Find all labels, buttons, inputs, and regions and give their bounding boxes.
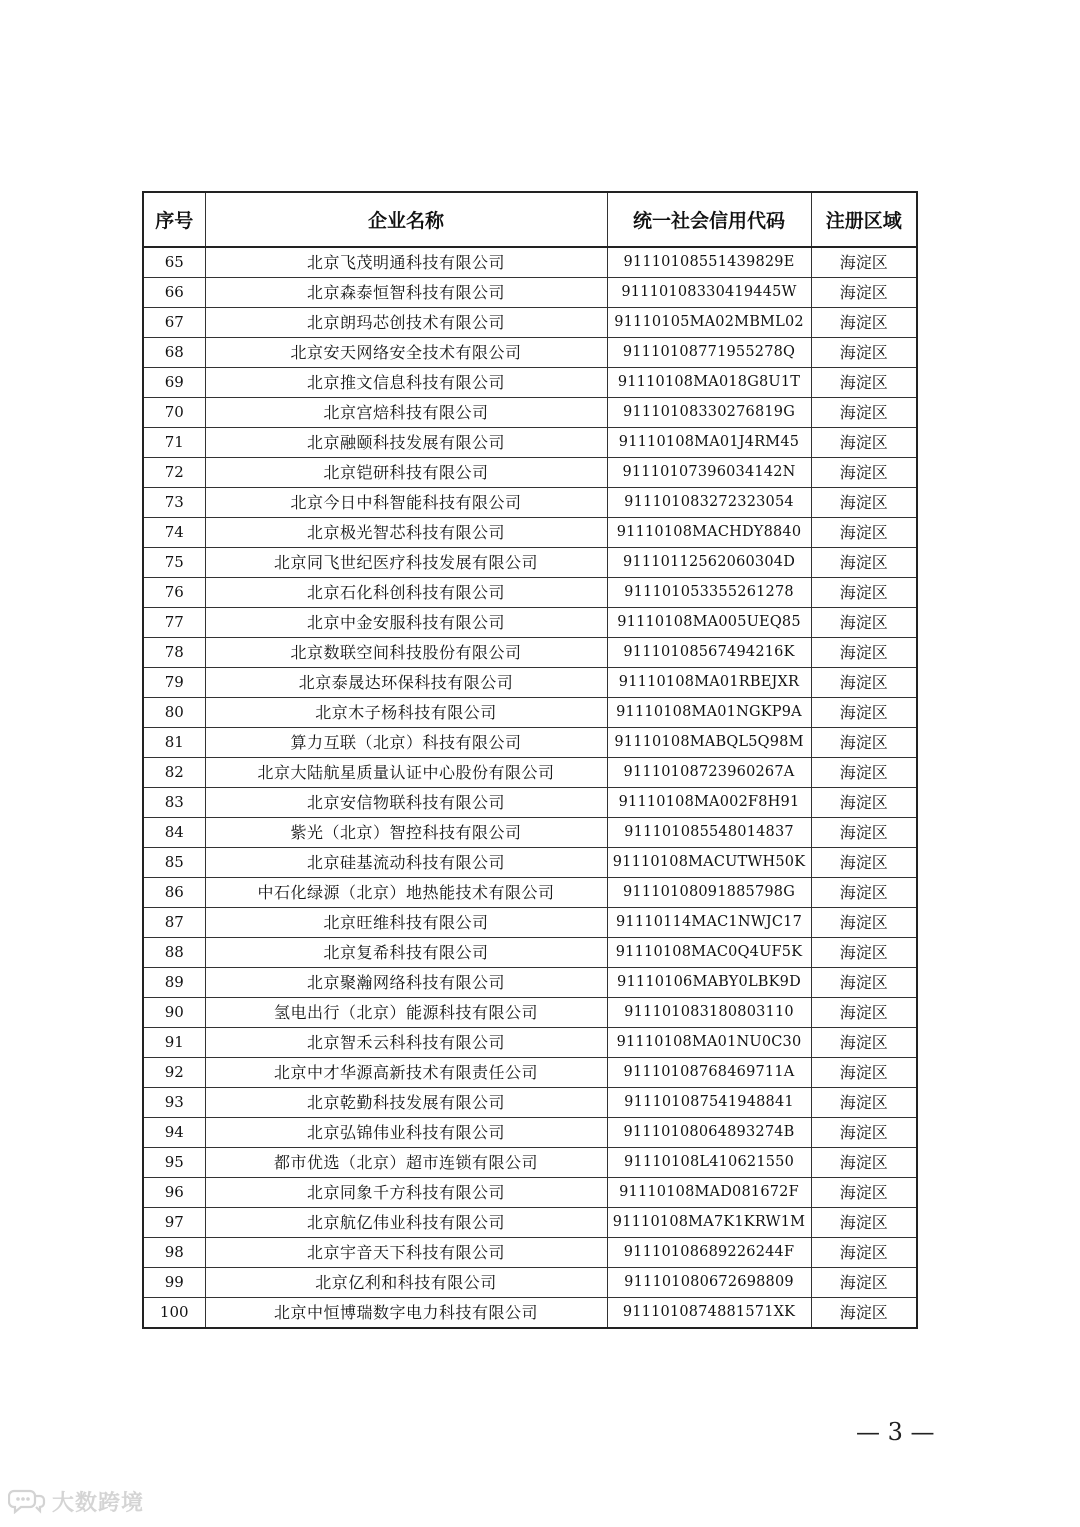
row-district: 海淀区	[811, 1088, 917, 1118]
row-credit-code: 91110108MA005UEQ85	[607, 608, 811, 638]
row-district: 海淀区	[811, 338, 917, 368]
row-district: 海淀区	[811, 1208, 917, 1238]
table-row	[143, 668, 917, 698]
row-company-name: 北京中才华源高新技术有限责任公司	[205, 1058, 607, 1088]
row-company-name: 北京融颐科技发展有限公司	[205, 428, 607, 458]
row-serial: 95	[143, 1148, 205, 1178]
row-district: 海淀区	[811, 458, 917, 488]
table-row	[143, 368, 917, 398]
speech-bubble-icon	[8, 1488, 48, 1514]
row-credit-code: 91110108MABQL5Q98M	[607, 728, 811, 758]
table-row	[143, 548, 917, 578]
row-company-name: 北京聚瀚网络科技有限公司	[205, 968, 607, 998]
row-company-name: 北京安信物联科技有限公司	[205, 788, 607, 818]
row-district: 海淀区	[811, 1178, 917, 1208]
row-credit-code: 91110108MAC0Q4UF5K	[607, 938, 811, 968]
row-company-name: 紫光（北京）智控科技有限公司	[205, 818, 607, 848]
row-credit-code: 91110108MA01RBEJXR	[607, 668, 811, 698]
table-row	[143, 998, 917, 1028]
row-serial: 92	[143, 1058, 205, 1088]
table-row	[143, 1208, 917, 1238]
row-company-name: 北京安天网络安全技术有限公司	[205, 338, 607, 368]
table-row	[143, 338, 917, 368]
row-serial: 78	[143, 638, 205, 668]
row-company-name: 北京弘锦伟业科技有限公司	[205, 1118, 607, 1148]
row-company-name: 北京乾勤科技发展有限公司	[205, 1088, 607, 1118]
row-district: 海淀区	[811, 818, 917, 848]
table-row	[143, 1298, 917, 1329]
row-serial: 74	[143, 518, 205, 548]
row-company-name: 北京旺维科技有限公司	[205, 908, 607, 938]
row-district: 海淀区	[811, 398, 917, 428]
table-row	[143, 488, 917, 518]
row-serial: 88	[143, 938, 205, 968]
row-district: 海淀区	[811, 1058, 917, 1088]
row-company-name: 北京航亿伟业科技有限公司	[205, 1208, 607, 1238]
table-row	[143, 1178, 917, 1208]
row-serial: 81	[143, 728, 205, 758]
table-header-row	[143, 192, 917, 247]
row-company-name: 北京复希科技有限公司	[205, 938, 607, 968]
table-row	[143, 278, 917, 308]
row-credit-code: 91110108771955278Q	[607, 338, 811, 368]
row-serial: 100	[143, 1298, 205, 1329]
table-row	[143, 1148, 917, 1178]
table-row	[143, 878, 917, 908]
row-serial: 83	[143, 788, 205, 818]
row-serial: 84	[143, 818, 205, 848]
row-district: 海淀区	[811, 878, 917, 908]
row-district: 海淀区	[811, 578, 917, 608]
row-serial: 85	[143, 848, 205, 878]
table-body	[143, 247, 917, 1328]
row-serial: 96	[143, 1178, 205, 1208]
row-credit-code: 91110114MAC1NWJC17	[607, 908, 811, 938]
row-credit-code: 91110108551439829E	[607, 247, 811, 278]
row-company-name: 北京泰晟达环保科技有限公司	[205, 668, 607, 698]
watermark	[8, 1486, 144, 1516]
row-company-name: 都市优选（北京）超市连锁有限公司	[205, 1148, 607, 1178]
row-district: 海淀区	[811, 428, 917, 458]
table-row	[143, 247, 917, 278]
row-serial: 73	[143, 488, 205, 518]
row-district: 海淀区	[811, 698, 917, 728]
row-company-name: 北京中恒博瑞数字电力科技有限公司	[205, 1298, 607, 1329]
row-company-name: 北京同飞世纪医疗科技发展有限公司	[205, 548, 607, 578]
page-number: — 3 —	[856, 1418, 935, 1446]
row-district: 海淀区	[811, 668, 917, 698]
row-district: 海淀区	[811, 548, 917, 578]
table-row	[143, 398, 917, 428]
row-district: 海淀区	[811, 1238, 917, 1268]
table-row	[143, 968, 917, 998]
row-credit-code: 911101080672698809	[607, 1268, 811, 1298]
row-serial: 86	[143, 878, 205, 908]
row-district: 海淀区	[811, 998, 917, 1028]
row-company-name: 北京数联空间科技股份有限公司	[205, 638, 607, 668]
row-district: 海淀区	[811, 518, 917, 548]
table-row	[143, 1238, 917, 1268]
watermark-text: 大数跨境	[52, 1490, 145, 1516]
row-credit-code: 911101085548014837	[607, 818, 811, 848]
row-company-name: 北京智禾云科科技有限公司	[205, 1028, 607, 1058]
table-row	[143, 1268, 917, 1298]
row-company-name: 算力互联（北京）科技有限公司	[205, 728, 607, 758]
row-serial: 71	[143, 428, 205, 458]
row-credit-code: 91110108MACHDY8840	[607, 518, 811, 548]
row-credit-code: 91110108MAD081672F	[607, 1178, 811, 1208]
row-serial: 79	[143, 668, 205, 698]
row-company-name: 北京硅基流动科技有限公司	[205, 848, 607, 878]
table-row	[143, 1028, 917, 1058]
row-company-name: 北京亿利和科技有限公司	[205, 1268, 607, 1298]
row-credit-code: 91110108768469711A	[607, 1058, 811, 1088]
row-serial: 82	[143, 758, 205, 788]
row-district: 海淀区	[811, 938, 917, 968]
row-district: 海淀区	[811, 247, 917, 278]
row-credit-code: 91110108689226244F	[607, 1238, 811, 1268]
row-district: 海淀区	[811, 308, 917, 338]
table-row	[143, 1118, 917, 1148]
row-credit-code: 91110108MA01NU0C30	[607, 1028, 811, 1058]
enterprise-list-table	[142, 191, 918, 1329]
row-credit-code: 91110108330276819G	[607, 398, 811, 428]
row-district: 海淀区	[811, 728, 917, 758]
table-row	[143, 758, 917, 788]
row-credit-code: 91110108MA01NGKP9A	[607, 698, 811, 728]
row-company-name: 北京朗玛芯创技术有限公司	[205, 308, 607, 338]
table-row	[143, 518, 917, 548]
row-district: 海淀区	[811, 368, 917, 398]
row-credit-code: 91110108MA018G8U1T	[607, 368, 811, 398]
row-district: 海淀区	[811, 638, 917, 668]
row-credit-code: 911101083180803110	[607, 998, 811, 1028]
row-company-name: 北京飞茂明通科技有限公司	[205, 247, 607, 278]
row-serial: 72	[143, 458, 205, 488]
row-serial: 77	[143, 608, 205, 638]
row-company-name: 北京极光智芯科技有限公司	[205, 518, 607, 548]
row-credit-code: 911101053355261278	[607, 578, 811, 608]
table-row	[143, 818, 917, 848]
table-row	[143, 428, 917, 458]
row-district: 海淀区	[811, 278, 917, 308]
row-company-name: 北京大陆航星质量认证中心股份有限公司	[205, 758, 607, 788]
table-row	[143, 638, 917, 668]
row-district: 海淀区	[811, 1118, 917, 1148]
table-row	[143, 308, 917, 338]
row-serial: 76	[143, 578, 205, 608]
row-district: 海淀区	[811, 758, 917, 788]
row-serial: 87	[143, 908, 205, 938]
row-credit-code: 911101083272323054	[607, 488, 811, 518]
row-credit-code: 91110112562060304D	[607, 548, 811, 578]
row-district: 海淀区	[811, 1148, 917, 1178]
header-credit-code: 统一社会信用代码	[607, 192, 811, 247]
row-serial: 90	[143, 998, 205, 1028]
row-company-name: 北京森泰恒智科技有限公司	[205, 278, 607, 308]
row-company-name: 北京石化科创科技有限公司	[205, 578, 607, 608]
header-serial: 序号	[143, 192, 205, 247]
row-district: 海淀区	[811, 788, 917, 818]
row-serial: 67	[143, 308, 205, 338]
table-row	[143, 938, 917, 968]
header-company-name: 企业名称	[205, 192, 607, 247]
table-row	[143, 608, 917, 638]
row-credit-code: 911101087541948841	[607, 1088, 811, 1118]
row-district: 海淀区	[811, 608, 917, 638]
row-serial: 70	[143, 398, 205, 428]
row-credit-code: 91110108L410621550	[607, 1148, 811, 1178]
row-company-name: 北京同象千方科技有限公司	[205, 1178, 607, 1208]
row-company-name: 氢电出行（北京）能源科技有限公司	[205, 998, 607, 1028]
table-row	[143, 1058, 917, 1088]
row-credit-code: 91110106MABY0LBK9D	[607, 968, 811, 998]
row-company-name: 北京推文信息科技有限公司	[205, 368, 607, 398]
row-serial: 89	[143, 968, 205, 998]
row-serial: 75	[143, 548, 205, 578]
table-row	[143, 848, 917, 878]
header-district: 注册区域	[811, 192, 917, 247]
row-credit-code: 91110108MACUTWH50K	[607, 848, 811, 878]
row-company-name: 北京铠研科技有限公司	[205, 458, 607, 488]
row-credit-code: 91110108091885798G	[607, 878, 811, 908]
row-credit-code: 9111010874881571XK	[607, 1298, 811, 1329]
row-company-name: 北京宇音天下科技有限公司	[205, 1238, 607, 1268]
row-district: 海淀区	[811, 488, 917, 518]
row-credit-code: 91110107396034142N	[607, 458, 811, 488]
row-serial: 94	[143, 1118, 205, 1148]
row-credit-code: 91110105MA02MBML02	[607, 308, 811, 338]
row-serial: 93	[143, 1088, 205, 1118]
row-credit-code: 91110108567494216K	[607, 638, 811, 668]
row-company-name: 北京中金安服科技有限公司	[205, 608, 607, 638]
row-credit-code: 91110108064893274B	[607, 1118, 811, 1148]
row-company-name: 北京今日中科智能科技有限公司	[205, 488, 607, 518]
row-credit-code: 91110108MA002F8H91	[607, 788, 811, 818]
table-row	[143, 578, 917, 608]
row-serial: 80	[143, 698, 205, 728]
row-serial: 97	[143, 1208, 205, 1238]
row-district: 海淀区	[811, 1298, 917, 1329]
row-serial: 98	[143, 1238, 205, 1268]
row-company-name: 北京宫焙科技有限公司	[205, 398, 607, 428]
table-row	[143, 1088, 917, 1118]
row-serial: 91	[143, 1028, 205, 1058]
row-serial: 65	[143, 247, 205, 278]
row-credit-code: 91110108723960267A	[607, 758, 811, 788]
row-district: 海淀区	[811, 908, 917, 938]
table-row	[143, 788, 917, 818]
row-district: 海淀区	[811, 1268, 917, 1298]
table-row	[143, 698, 917, 728]
row-company-name: 中石化绿源（北京）地热能技术有限公司	[205, 878, 607, 908]
row-credit-code: 91110108330419445W	[607, 278, 811, 308]
row-company-name: 北京木子杨科技有限公司	[205, 698, 607, 728]
row-serial: 66	[143, 278, 205, 308]
row-serial: 69	[143, 368, 205, 398]
table-row	[143, 728, 917, 758]
row-credit-code: 91110108MA7K1KRW1M	[607, 1208, 811, 1238]
row-credit-code: 91110108MA01J4RM45	[607, 428, 811, 458]
table-row	[143, 908, 917, 938]
row-serial: 68	[143, 338, 205, 368]
table-row	[143, 458, 917, 488]
row-district: 海淀区	[811, 968, 917, 998]
row-district: 海淀区	[811, 1028, 917, 1058]
row-serial: 99	[143, 1268, 205, 1298]
row-district: 海淀区	[811, 848, 917, 878]
